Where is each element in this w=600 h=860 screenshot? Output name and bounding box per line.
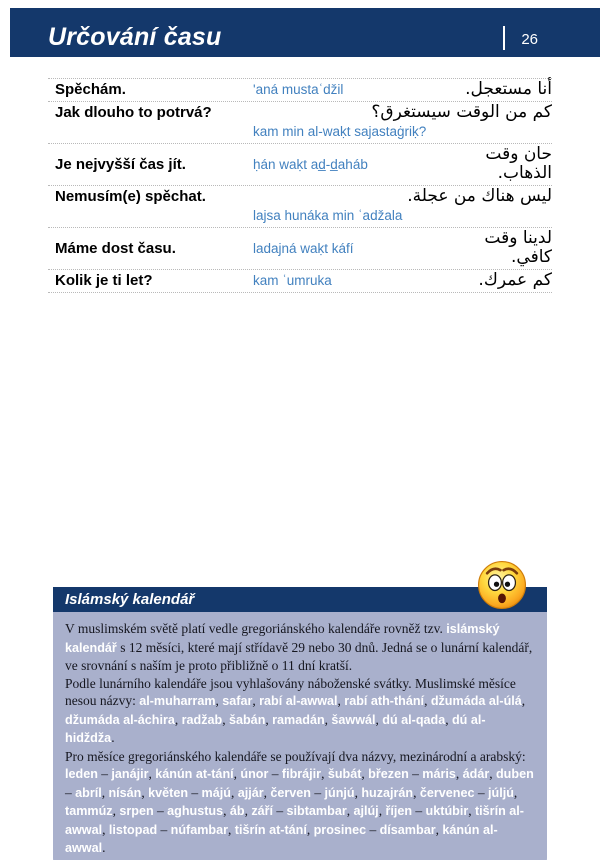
month-name: islámský kalendář bbox=[65, 622, 500, 655]
month-name: radžab bbox=[181, 712, 223, 727]
text-segment: , bbox=[424, 693, 431, 708]
phrase-row bbox=[48, 186, 552, 228]
text-segment: – bbox=[366, 821, 380, 837]
text-segment: , bbox=[321, 766, 328, 781]
transliteration: ḥán waḳt ad̲-d̲aháb bbox=[253, 156, 368, 172]
month-name: září bbox=[251, 804, 274, 818]
text-segment: , bbox=[230, 784, 238, 800]
text-segment: , bbox=[513, 784, 518, 800]
month-name: červen bbox=[270, 785, 311, 800]
text-segment: – bbox=[153, 803, 168, 818]
month-name: dú al-qada bbox=[382, 712, 446, 727]
month-name: ramadán bbox=[272, 712, 325, 727]
phrase-row bbox=[48, 144, 552, 186]
infobox-paragraph bbox=[65, 620, 535, 675]
text-segment: , bbox=[263, 784, 271, 800]
month-name: únor bbox=[240, 767, 269, 781]
phrase-line bbox=[48, 187, 552, 206]
month-name: březen bbox=[368, 767, 409, 781]
transliteration: 'aná mustaʿdžil bbox=[253, 82, 344, 97]
month-name: kánún al-awwal bbox=[65, 822, 498, 855]
text-segment: – bbox=[188, 784, 202, 800]
page-number-group bbox=[503, 26, 600, 50]
month-name: šawwál bbox=[331, 712, 376, 727]
text-segment: . bbox=[111, 730, 115, 745]
text-segment: , bbox=[346, 803, 354, 818]
czech-phrase: Jak dlouho to potrvá? bbox=[55, 104, 212, 121]
text-segment: , bbox=[141, 784, 149, 800]
text-segment: , bbox=[174, 711, 182, 727]
text-segment: – bbox=[474, 784, 488, 800]
month-name: šabán bbox=[228, 712, 266, 727]
month-name: kánún at-tání bbox=[155, 767, 234, 781]
phrase-row bbox=[48, 228, 552, 270]
transliteration: ladajná waḳt káfí bbox=[253, 240, 354, 256]
month-name: duben bbox=[495, 767, 534, 781]
phrase-line bbox=[48, 80, 552, 99]
month-name: áb bbox=[229, 804, 245, 818]
phrase-line bbox=[48, 271, 552, 290]
czech-phrase: Nemusím(e) spěchat. bbox=[55, 188, 206, 205]
arabic-translation: ليس هناك من عجلة. bbox=[407, 186, 552, 206]
month-name: ajjár bbox=[237, 785, 264, 800]
text-segment: – bbox=[268, 766, 282, 781]
month-name: říjen bbox=[385, 804, 413, 818]
month-name: abríl bbox=[75, 785, 102, 800]
infobox-paragraph bbox=[65, 675, 535, 748]
month-name: májú bbox=[201, 785, 231, 800]
divider bbox=[503, 26, 505, 50]
month-name: srpen bbox=[119, 804, 154, 818]
arabic-translation: كم من الوقت سيستغرق؟ bbox=[371, 102, 552, 122]
phrase-line bbox=[48, 229, 552, 267]
text-segment: – bbox=[408, 766, 423, 781]
month-name: šubát bbox=[327, 767, 362, 781]
month-name: sibtambar bbox=[286, 804, 347, 818]
arabic-translation: أنا مستعجل. bbox=[465, 79, 552, 99]
month-name: aghustus bbox=[167, 804, 224, 818]
month-name: ajlúj bbox=[353, 804, 379, 818]
month-name: prosinec bbox=[313, 822, 367, 837]
phrase-line bbox=[48, 145, 552, 183]
text-segment: , bbox=[223, 803, 230, 818]
month-name: červenec bbox=[419, 785, 475, 800]
month-name: rabí ath-thání bbox=[344, 694, 425, 708]
text-segment: , bbox=[265, 711, 273, 727]
month-name: tišrín at-tání bbox=[234, 822, 307, 837]
month-name: leden bbox=[65, 767, 98, 781]
month-name: safar bbox=[222, 694, 253, 708]
phrase-row bbox=[48, 102, 552, 144]
text-segment: , bbox=[215, 693, 223, 708]
month-name: júnjú bbox=[324, 785, 355, 800]
month-name: džumáda al-áchira bbox=[65, 712, 175, 727]
czech-phrase: Máme dost času. bbox=[55, 239, 176, 257]
text-segment: , bbox=[378, 803, 386, 818]
month-name: nísán bbox=[108, 785, 142, 800]
text-segment: – bbox=[273, 803, 287, 818]
text-segment: , bbox=[521, 693, 526, 708]
phrase-line bbox=[48, 103, 552, 122]
text-segment: , bbox=[252, 693, 260, 708]
month-name: dísambar bbox=[379, 822, 436, 837]
text-segment: Pro měsíce gregoriánského kalendáře se používají dva názvy, mezinárodní a arabský: bbox=[65, 748, 526, 764]
text-segment: . bbox=[102, 840, 106, 855]
text-segment: , bbox=[101, 784, 109, 800]
czech-phrase: Spěchám. bbox=[55, 81, 126, 98]
text-segment: – bbox=[311, 784, 325, 800]
month-name: máris bbox=[422, 767, 456, 781]
text-segment: , bbox=[468, 803, 475, 818]
phrase-table bbox=[48, 78, 552, 293]
month-name: květen bbox=[148, 785, 189, 800]
text-segment: , bbox=[375, 711, 383, 727]
text-segment: , bbox=[244, 803, 252, 818]
arabic-translation: كم عمرك. bbox=[478, 270, 552, 290]
arabic-translation: لدينا وقت كافي. bbox=[484, 228, 552, 267]
month-name: fibrájir bbox=[281, 767, 322, 781]
text-segment: , bbox=[354, 784, 362, 800]
text-segment: – bbox=[65, 784, 76, 800]
infobox-paragraph bbox=[65, 748, 535, 858]
text-segment: , bbox=[337, 693, 345, 708]
text-segment: , bbox=[445, 711, 452, 727]
month-name: dú al-hidždža bbox=[65, 712, 486, 745]
text-segment: , bbox=[222, 711, 229, 727]
month-name: tammúz bbox=[65, 804, 113, 818]
phrase-row bbox=[48, 270, 552, 293]
text-segment: , bbox=[112, 803, 120, 818]
text-segment: , bbox=[361, 766, 369, 781]
month-name: rabí al-awwal bbox=[259, 694, 338, 708]
text-segment: – bbox=[157, 821, 171, 837]
text-segment: – bbox=[412, 803, 426, 818]
month-name: uktúbir bbox=[425, 804, 469, 818]
text-segment: – bbox=[97, 766, 112, 781]
page-number: 26 bbox=[521, 31, 538, 48]
month-name: janájir bbox=[111, 767, 149, 781]
text-segment: , bbox=[228, 821, 235, 837]
czech-phrase: Je nejvyšší čas jít. bbox=[55, 155, 186, 173]
text-segment: , bbox=[455, 766, 463, 781]
month-name: núfambar bbox=[170, 822, 229, 837]
phrase-row bbox=[48, 79, 552, 102]
infobox-title: Islámský kalendář bbox=[53, 587, 547, 612]
text-segment: , bbox=[102, 821, 109, 837]
page-title: Určování času bbox=[48, 23, 222, 51]
infobox bbox=[53, 587, 547, 860]
month-name: al-muharram bbox=[139, 694, 216, 708]
month-name: listopad bbox=[108, 822, 158, 837]
month-name: džumáda al-úlá bbox=[430, 694, 522, 708]
text-segment: , bbox=[435, 821, 443, 837]
czech-phrase: Kolik je ti let? bbox=[55, 272, 153, 289]
month-name: júljú bbox=[488, 785, 514, 800]
surprised-face-emoji-icon bbox=[477, 560, 527, 610]
arabic-translation: حان وقت الذهاب. bbox=[485, 144, 552, 183]
month-name: huzajrán bbox=[361, 785, 414, 800]
text-segment: s 12 měsíci, které mají střídavě 29 nebo 30 dnů. Jedná se o lunární kalendář, ve srovnání s naším je proto přibližně o 11 dní kratší. bbox=[65, 639, 533, 673]
text-segment: , bbox=[489, 766, 496, 781]
text-segment: , bbox=[324, 711, 332, 727]
text-segment: , bbox=[306, 821, 314, 837]
text-segment: , bbox=[148, 766, 156, 781]
text-segment: Podle lunárního kalendáře jsou vyhlašovány náboženské svátky. Muslimské měsíce nesou názvy: bbox=[65, 675, 516, 708]
transliteration: lajsa hunáka min ʿadžala bbox=[253, 208, 403, 223]
text-segment: , bbox=[413, 784, 420, 800]
text-segment: , bbox=[233, 766, 241, 781]
transliteration: kam ʿumruka bbox=[253, 273, 332, 288]
month-name: ádár bbox=[462, 767, 490, 781]
month-name: tišrín al-awwal bbox=[65, 804, 524, 837]
infobox-body bbox=[53, 612, 547, 860]
chapter-title-bar bbox=[10, 8, 600, 57]
transliteration: kam min al-waḳt sajastaġriḳ? bbox=[253, 124, 427, 139]
text-segment: V muslimském světě platí vedle gregoriánského kalendáře rovněž tzv. bbox=[65, 621, 447, 636]
